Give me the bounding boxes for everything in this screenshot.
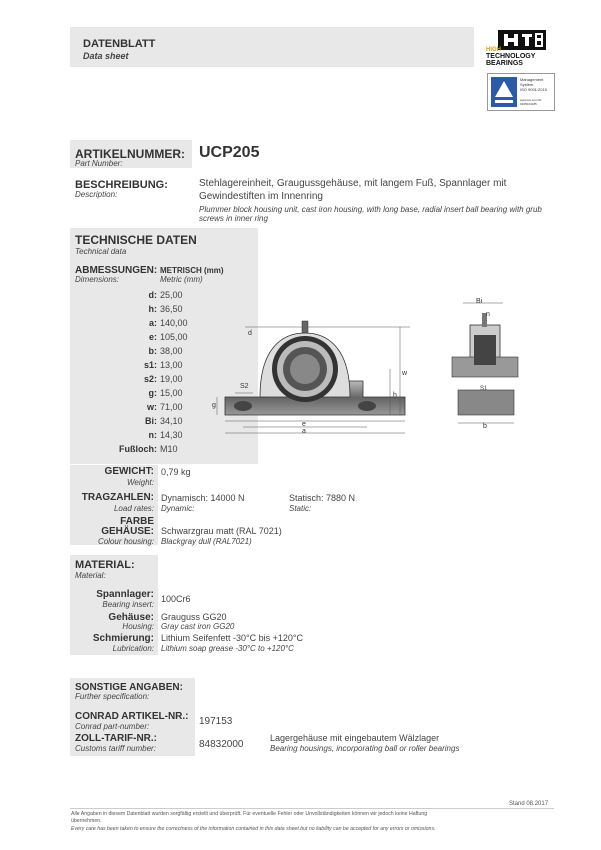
footer-divider [70,808,554,809]
tariff-value: 84832000 [199,739,244,750]
disclaimer-en: Every care has been taken to ensure the correctness of the information contained in this data sheet but no liability can be accepted for any errors or omissions. [71,826,436,832]
tariff-label-en: Customs tariff number: [75,744,156,753]
material-title: MATERIAL: [75,559,135,571]
further-title: SONSTIGE ANGABEN: [75,682,183,693]
further-title-en: Further specification: [75,692,150,701]
article-label-en: Part Number: [75,159,123,168]
insert-value: 100Cr6 [161,594,191,604]
dynamic-load-en: Dynamic: [161,504,195,513]
color-label-2: GEHÄUSE: [101,526,154,537]
loads-label-en: Load rates: [113,504,154,513]
revision-stand: Stand 08.2017 [509,801,549,807]
dim-key: Fußloch: [119,444,157,454]
description-line-1: Stehlagereinheit, Graugussgehäuse, mit langem Fuß, Spannlager mit [199,178,507,189]
technical-title: TECHNISCHE DATEN [75,233,197,247]
description-en-line-2: screws in inner ring [199,214,268,223]
unit-label: METRISCH (mm) [160,266,224,275]
color-value: Schwarzgrau matt (RAL 7021) [161,526,282,536]
insert-label-en: Bearing insert: [102,600,154,609]
dim-key: s2: [143,374,157,384]
dim-key: a: [148,318,157,328]
dim-key: h: [148,304,157,314]
housing-label: Gehäuse: [108,612,154,623]
conrad-label: CONRAD ARTIKEL-NR.: [75,711,189,722]
unit-label-en: Metric (mm) [160,275,203,284]
housing-value-en: Gray cast iron GG20 [161,622,235,631]
logo-line-bearings: BEARINGS [486,60,523,67]
sheet-subtitle: Data sheet [83,51,129,61]
static-load: Statisch: 7880 N [289,493,356,503]
description-en-line-1: Plummer block housing unit, cast iron housing, with long base, radial insert ball bearing with grub [199,205,542,214]
description-line-2: Gewindestiften im Innenring [199,191,323,202]
article-label: ARTIKELNUMMER: [75,147,185,161]
cert-line-2: System [520,82,534,87]
lube-value: Lithium Seifenfett -30°C bis +120°C [161,633,304,643]
logo-line-technology: TECHNOLOGY [486,53,536,60]
label-n: n [486,311,490,318]
tariff-description: Lagergehäuse mit eingebautem Wälzlager [270,733,440,743]
cert-small: www.tuv.com ID 9105044185 [520,98,542,106]
dim-value: 38,00 [160,346,183,356]
technical-subtitle: Technical data [75,247,127,256]
dynamic-load: Dynamisch: 14000 N [161,493,245,503]
static-load-en: Static: [289,504,312,513]
tariff-description-en: Bearing housings, incorporating ball or roller bearings [270,744,460,753]
dim-value: 13,00 [160,360,183,370]
weight-label: GEWICHT: [104,466,154,477]
conrad-value: 197153 [199,716,233,727]
tuv-icon [491,77,517,107]
dim-value: 140,00 [160,318,188,328]
dim-value: 19,00 [160,374,183,384]
dimensions-label: ABMESSUNGEN: [75,265,158,276]
dim-row [70,444,260,458]
color-value-en: Blackgray dull (RAL7021) [161,537,252,546]
sheet-title: DATENBLATT [83,38,156,50]
weight-label-en: Weight: [127,478,154,487]
insert-label: Spannlager: [96,589,154,600]
dim-value: 105,00 [160,332,188,342]
dim-row [70,290,260,304]
dim-value: 34,10 [160,416,183,426]
dim-value: 15,00 [160,388,183,398]
dim-value: 25,00 [160,290,183,300]
dim-value: 14,30 [160,430,183,440]
dim-value: M10 [160,444,178,454]
label-bi: Bi [476,298,483,305]
label-d: d [248,330,252,337]
housing-label-en: Housing: [122,622,154,631]
dim-key: e: [148,332,157,342]
tariff-label: ZOLL-TARIF-NR.: [75,733,158,744]
description-label: BESCHREIBUNG: [75,179,168,191]
dim-key: Bi: [145,416,157,426]
disclaimer-de-cont: übernehmen. [71,818,102,824]
label-h: h [393,392,397,399]
label-e: e [302,421,306,428]
disclaimer-de: Alle Angaben in diesem Datenblatt wurden sorgfältig erstellt und überprüft. Für eventuelle Fehler oder Unvollständigkeiten können wir jedoch keine Haftung [71,811,428,817]
dimensions-label-en: Dimensions: [75,275,120,284]
color-label-1: FARBE [120,516,154,527]
lube-value-en: Lithium soap grease -30°C to +120°C [161,644,294,653]
dim-key: d: [148,290,157,300]
article-number: UCP205 [199,144,260,161]
conrad-label-en: Conrad part-number: [75,722,150,731]
dim-key: g: [148,388,157,398]
material-title-en: Material: [75,571,106,580]
label-a: a [302,428,306,435]
description-label-en: Description: [75,190,118,199]
label-w: w [402,370,408,377]
dim-key: w: [147,402,157,412]
color-label-en: Colour housing: [97,537,154,546]
logo-line-high: HIGH [486,47,501,53]
dim-key: n: [148,430,157,440]
housing-value: Grauguss GG20 [161,612,227,622]
dim-key: s1: [143,360,157,370]
weight-value: 0,79 kg [161,467,191,477]
label-g: g [212,402,216,409]
dim-key: b: [148,346,157,356]
loads-label: TRAGZAHLEN: [81,492,154,503]
cert-line-1: Management [520,77,544,82]
label-b: b [483,423,487,430]
dim-value: 36,50 [160,304,183,314]
front-view-drawing [205,305,420,445]
tuv-cert-badge [487,73,555,111]
lube-label: Schmierung: [92,633,154,644]
cert-line-3: ISO 9001:2015 [520,87,547,92]
lube-label-en: Lubrication: [112,644,154,653]
label-s1: S1 [480,386,488,392]
label-s2: S2 [240,383,249,390]
dim-value: 71,00 [160,402,183,412]
